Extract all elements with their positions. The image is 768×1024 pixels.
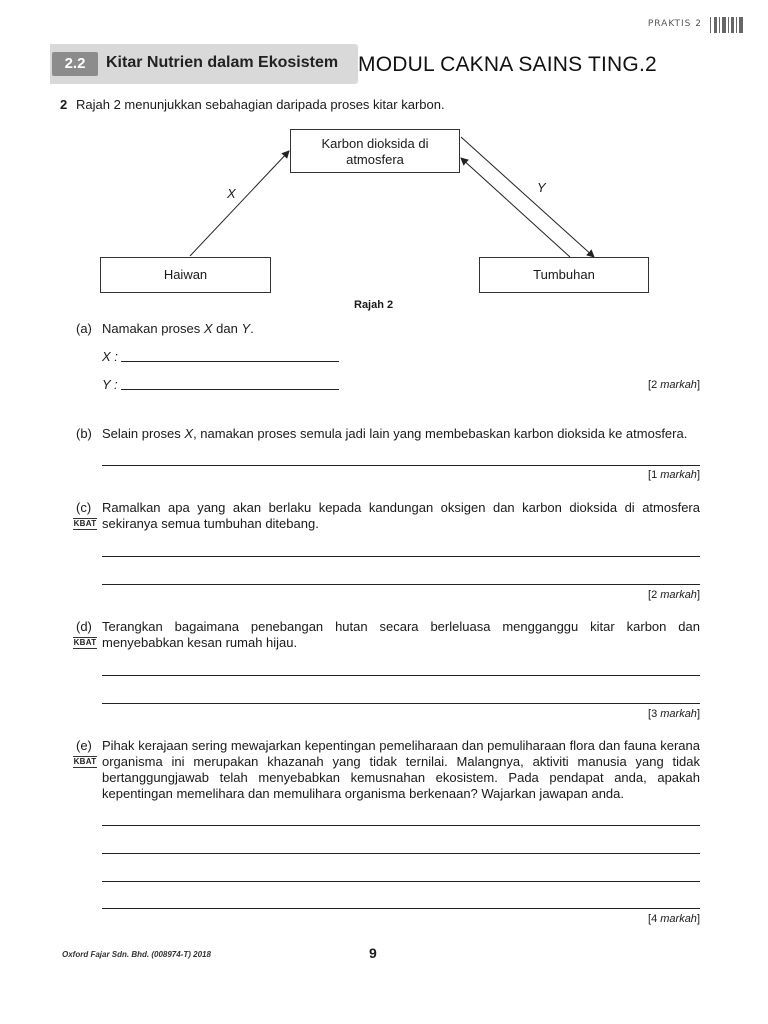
part-a-marks-num: [2 (648, 379, 661, 391)
kbat-badge-e: KBAT (73, 757, 97, 766)
label-x: X (227, 186, 236, 201)
part-b-text-post: , namakan proses semula jadi lain yang membebaskan karbon dioksida ke atmosfera. (193, 426, 688, 441)
answer-y-line[interactable] (121, 389, 339, 390)
kbat-badge-c: KBAT (73, 519, 97, 528)
part-b-marks-end: ] (696, 469, 700, 481)
box-co2-line1: Karbon dioksida di (321, 136, 429, 151)
part-c-marks-num: [2 (648, 589, 661, 601)
question-intro: Rajah 2 menunjukkan sebahagian daripada proses kitar karbon. (76, 97, 445, 112)
part-a-text-mid: dan (212, 321, 242, 336)
part-c-marks-end: ] (696, 589, 700, 601)
part-d-marks-num: [3 (648, 708, 661, 720)
part-e-answer-line-1[interactable] (102, 825, 700, 826)
part-d-marks (580, 708, 700, 720)
section-number: 2.2 (52, 52, 98, 76)
part-e-answer-line-4[interactable] (102, 908, 700, 909)
page-number: 9 (369, 945, 377, 961)
arrow-x (190, 151, 289, 256)
part-b-answer-line[interactable] (102, 465, 700, 466)
answer-y-label: Y : (102, 377, 118, 392)
box-carbon-dioxide (290, 129, 460, 173)
part-c-label: (c) (76, 500, 92, 515)
box-haiwan: Haiwan (100, 257, 271, 293)
part-a-text-end: . (250, 321, 254, 336)
praktis-label: PRAKTIS 2 (647, 19, 702, 29)
answer-x-label: X : (102, 349, 118, 364)
part-a-marks-word: markah (660, 379, 697, 391)
arrow-y (461, 158, 570, 257)
question-number: 2 (60, 97, 68, 112)
part-d-answer-line-1[interactable] (102, 675, 700, 676)
part-d-marks-word: markah (660, 708, 697, 720)
part-b-marks-num: [1 (648, 469, 661, 481)
part-a-label: (a) (76, 321, 92, 336)
part-a-question (102, 321, 254, 337)
part-e-marks-end: ] (696, 913, 700, 925)
part-c-question: Ramalkan apa yang akan berlaku kepada kandungan oksigen dan karbon dioksida di atmosfera sekiranya semua tumbuhan ditebang. (102, 500, 700, 531)
part-b-text-pre: Selain proses (102, 426, 185, 441)
box-tumbuhan: Tumbuhan (479, 257, 649, 293)
part-e-marks-word: markah (660, 913, 697, 925)
part-e-answer-line-2[interactable] (102, 853, 700, 854)
part-b-label: (b) (76, 426, 92, 441)
part-b-marks-word: markah (660, 469, 697, 481)
section-title: Kitar Nutrien dalam Ekosistem (106, 54, 339, 71)
part-c-marks-word: markah (660, 589, 697, 601)
part-d-answer-line-2[interactable] (102, 703, 700, 704)
diagram-caption: Rajah 2 (354, 299, 394, 311)
label-y: Y (537, 180, 546, 195)
part-a-text-x: X (203, 321, 213, 336)
part-c-answer-line-1[interactable] (102, 556, 700, 557)
part-c-marks (580, 589, 700, 601)
part-e-label: (e) (76, 738, 92, 753)
part-b-marks (580, 469, 700, 481)
part-e-marks-num: [4 (648, 913, 661, 925)
part-d-question: Terangkan bagaimana penebangan hutan secara berleluasa mengganggu kitar karbon dan menyebabkan kesan rumah hijau. (102, 619, 700, 650)
part-a-marks (580, 379, 700, 391)
answer-x-line[interactable] (121, 361, 339, 362)
part-c-answer-line-2[interactable] (102, 584, 700, 585)
part-d-label: (d) (76, 619, 92, 634)
part-a-marks-end: ] (696, 379, 700, 391)
part-b-text-x: X (184, 426, 194, 441)
part-e-marks (580, 913, 700, 925)
part-e-question: Pihak kerajaan sering mewajarkan kepentingan pemeliharaan dan pemuliharaan flora dan fauna kerana organisma ini merupakan khazanah yang tidak ternilai. Malangnya, aktiviti manusia yang tidak bertanggungjawab telah menyebabkan kemusnahan ekosistem. Pada pendapat anda, apakah kepentingan memelihara dan memulihara organisma berkenaan? Wajarkan jawapan anda. (102, 738, 700, 801)
part-b-question (102, 426, 702, 442)
arrow-to-tumbuhan (461, 137, 594, 257)
kbat-badge-d: KBAT (73, 638, 97, 647)
part-a-text-y: Y (241, 321, 251, 336)
box-co2-line2: atmosfera (346, 152, 404, 167)
part-e-answer-line-3[interactable] (102, 881, 700, 882)
part-d-marks-end: ] (696, 708, 700, 720)
part-a-text-pre: Namakan proses (102, 321, 204, 336)
publisher-footer: Oxford Fajar Sdn. Bhd. (008974-T) 2018 (62, 950, 211, 959)
module-title: MODUL CAKNA SAINS TING.2 (358, 53, 657, 76)
